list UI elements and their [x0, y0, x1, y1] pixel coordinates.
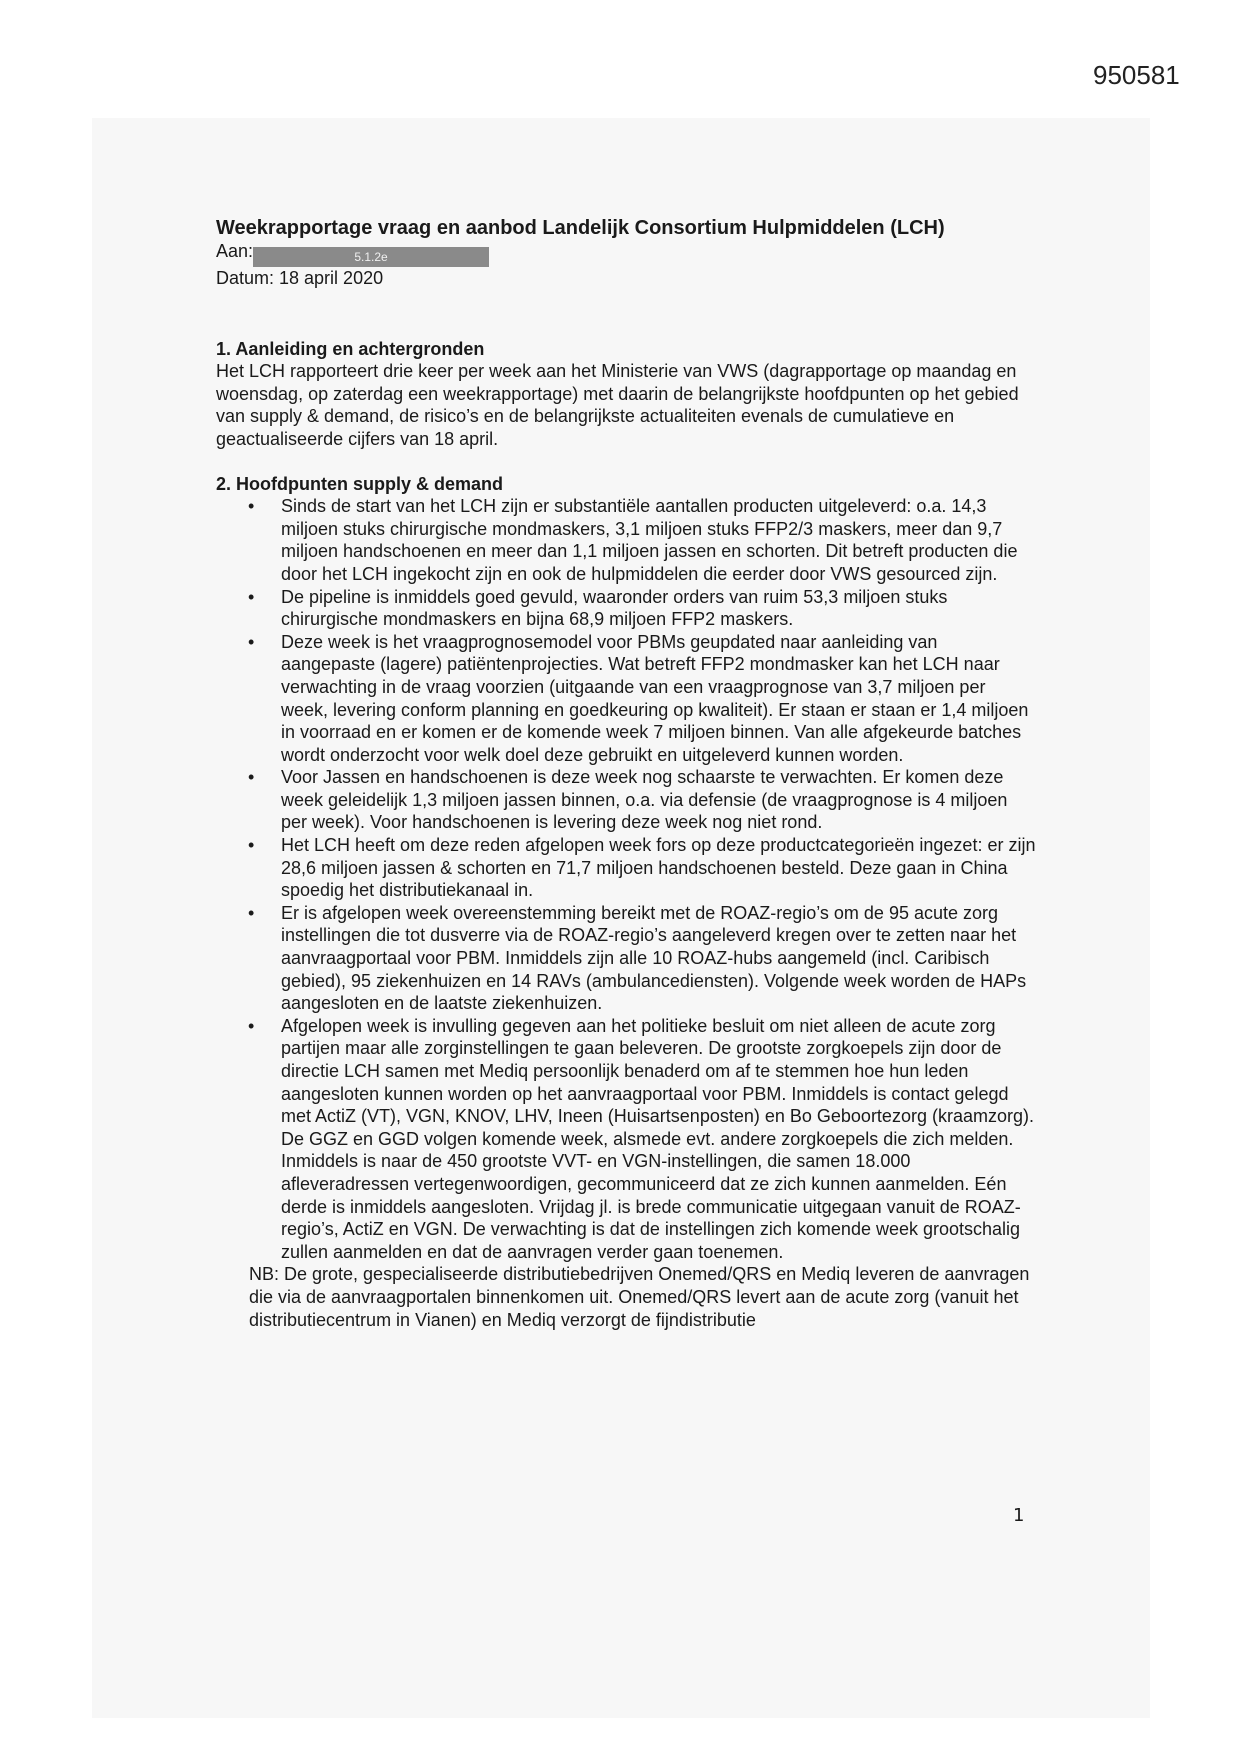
list-item: • Sinds de start van het LCH zijn er substantiële aantallen producten uitgeleverd: o.a. 14,3 miljoen stuks chirurgische mondmaskers, 3,1 miljoen stuks FFP2/3 maskers, meer dan 9,7 miljoen handschoenen en meer dan 1,1 miljoen jassen en schorten. Dit betreft producten die door het LCH ingekocht zijn en ook de hulpmiddelen die eerder door VWS gesourced zijn.	[281, 495, 1036, 585]
document-id: 950581	[1093, 60, 1180, 90]
supply-demand-list	[216, 495, 1036, 1263]
recipient-line	[216, 240, 1036, 267]
date-line: Datum: 18 april 2020	[216, 268, 384, 288]
nb-note: NB: De grote, gespecialiseerde distributiebedrijven Onemed/QRS en Mediq leveren de aanvragen die via de aanvraagportalen binnenkomen uit. Onemed/QRS levert aan de acute zorg (vanuit het distributiecentrum in Vianen) en Mediq verzorgt de fijndistributie	[249, 1264, 1030, 1330]
list-item: • Afgelopen week is invulling gegeven aan het politieke besluit om niet alleen de acute zorg partijen maar alle zorginstellingen te gaan beleveren. De grootste zorgkoepels zijn door de directie LCH samen met Mediq persoonlijk benaderd om af te stemmen hoe hun leden aangesloten kunnen worden op het aanvraagportaal voor PBM. Inmiddels is contact gelegd met ActiZ (VT), VGN, KNOV, LHV, Ineen (Huisartsenposten) en Bo Geboortezorg (kraamzorg). De GGZ en GGD volgen komende week, alsmede evt. andere zorgkoepels die zich melden. Inmiddels is naar de 450 grootste VVT- en VGN-instellingen, die samen 18.000 afleveradressen vertegenwoordigen, gecommuniceerd dat ze zich kunnen aanmelden. Eén derde is inmiddels aangesloten. Vrijdag jl. is brede communicatie uitgegaan vanuit de ROAZ-regio’s, ActiZ en VGN. De verwachting is dat de instellingen zich komende week grootschalig zullen aanmelden en dat de aanvragen verder gaan toenemen.	[281, 1015, 1036, 1264]
document-body	[216, 216, 1036, 1331]
section-2-heading: 2. Hoofdpunten supply & demand	[216, 473, 503, 494]
list-item: • Deze week is het vraagprognosemodel voor PBMs geupdated naar aanleiding van aangepaste (lagere) patiëntenprojecties. Wat betreft FFP2 mondmasker kan het LCH naar verwachting in de vraag voorzien (uitgaande van een vraagprognose van 3,7 miljoen per week, levering conform planning en goedkeuring op kwaliteit). Er staan er staan er 1,4 miljoen in voorraad en er komen er de komende week 7 miljoen binnen. Van alle afgekeurde batches wordt onderzocht voor welk doel deze gebruikt en uitgeleverd kunnen worden.	[281, 631, 1036, 767]
redaction-box: 5.1.2e	[253, 247, 489, 267]
section-1-text: Het LCH rapporteert drie keer per week aan het Ministerie van VWS (dagrapportage op maandag en woensdag, op zaterdag een weekrapportage) met daarin de belangrijkste hoofdpunten op het gebied van supply & demand, de risico’s en de belangrijkste actualiteiten evenals de cumulatieve en geactualiseerde cijfers van 18 april.	[216, 361, 1019, 449]
list-item: • De pipeline is inmiddels goed gevuld, waaronder orders van ruim 53,3 miljoen stuks chirurgische mondmaskers en bijna 68,9 miljoen FFP2 maskers.	[281, 586, 1036, 631]
list-item: • Er is afgelopen week overeenstemming bereikt met de ROAZ-regio’s om de 95 acute zorg instellingen die tot dusverre via de ROAZ-regio’s aangeleverd kregen over te zetten naar het aanvraagportaal voor PBM. Inmiddels zijn alle 10 ROAZ-hubs aangemeld (incl. Caribisch gebied), 95 ziekenhuizen en 14 RAVs (ambulancediensten). Volgende week worden de HAPs aangesloten en de laatste ziekenhuizen.	[281, 902, 1036, 1015]
list-item: • Voor Jassen en handschoenen is deze week nog schaarste te verwachten. Er komen deze week geleidelijk 1,3 miljoen jassen binnen, o.a. via defensie (de vraagprognose is 4 miljoen per week). Voor handschoenen is levering deze week nog niet rond.	[281, 766, 1036, 834]
section-1-heading: 1. Aanleiding en achtergronden	[216, 338, 485, 359]
document-title: Weekrapportage vraag en aanbod Landelijk Consortium Hulpmiddelen (LCH)	[216, 217, 945, 239]
list-item: • Het LCH heeft om deze reden afgelopen week fors op deze productcategorieën ingezet: er zijn 28,6 miljoen jassen & schorten en 71,7 miljoen handschoenen besteld. Deze gaan in China spoedig het distributiekanaal in.	[281, 834, 1036, 902]
page-number: 1	[1013, 1505, 1025, 1526]
recipient-label: Aan:	[216, 241, 254, 261]
